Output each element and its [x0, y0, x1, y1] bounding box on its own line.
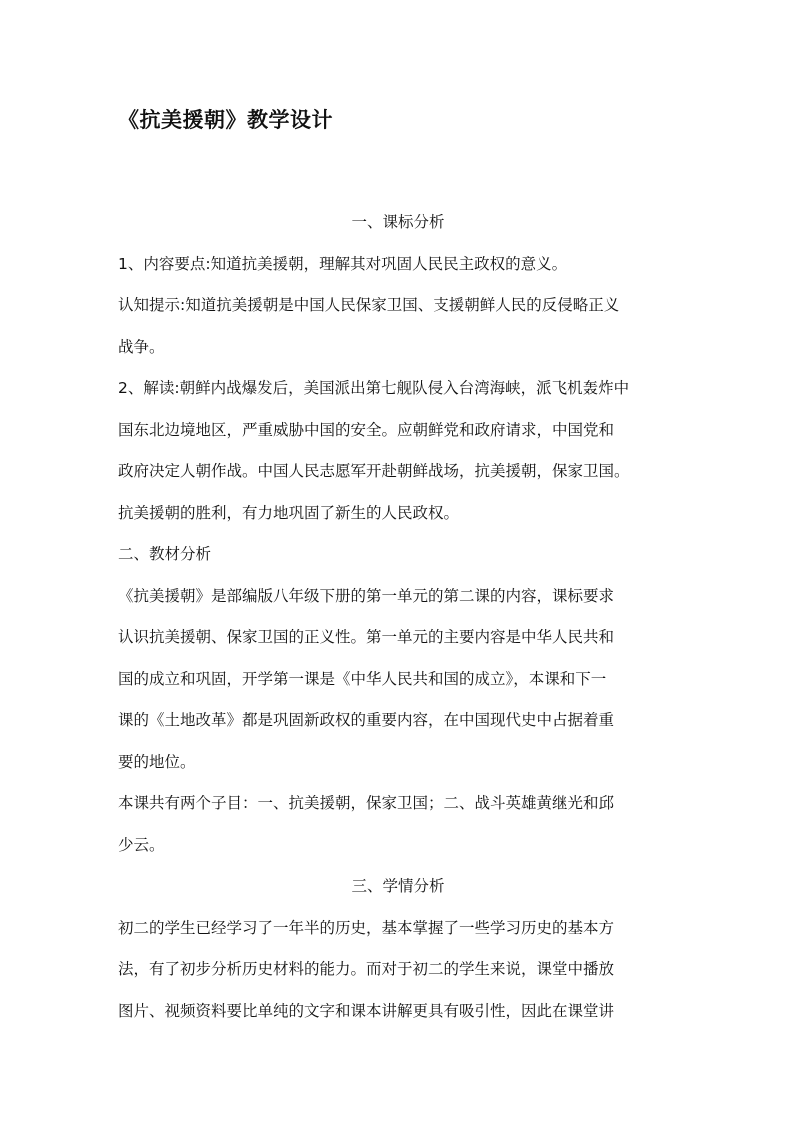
paragraph-line: 认知提示:知道抗美援朝是中国人民保家卫国、支援朝鲜人民的反侵略正义 — [118, 296, 620, 314]
paragraph-line: 《抗美援朝》是部编版八年级下册的第一单元的第二课的内容，课标要求 — [118, 586, 615, 605]
paragraph-line: 要的地位。 — [118, 752, 196, 771]
paragraph-line: 少云。 — [118, 835, 165, 854]
document-body — [118, 202, 678, 1032]
paragraph-line: 国东北边境地区，严重威胁中国的安全。应朝鲜党和政府请求，中国党和 — [118, 420, 615, 439]
paragraph-line: 认识抗美援朝、保家卫国的正义性。第一单元的主要内容是中华人民共和 — [118, 628, 615, 646]
paragraph-line: 1、内容要点:知道抗美援朝，理解其对巩固人民民主政权的意义。 — [118, 254, 568, 273]
paragraph-line: 战争。 — [118, 337, 165, 356]
paragraph-line: 课的《土地改革》都是巩固新政权的重要内容，在中国现代史中占据着重 — [118, 711, 615, 729]
paragraph-line: 本课共有两个子目：一、抗美援朝，保家卫国；二、战斗英雄黄继光和邱 — [118, 794, 615, 812]
section-heading: 一、课标分析 — [351, 213, 445, 231]
paragraph-line: 图片、视频资料要比单纯的文字和课本讲解更具有吸引性，因此在课堂讲 — [118, 1001, 615, 1020]
paragraph-line: 政府决定人朝作战。中国人民志愿军开赴朝鲜战场，抗美援朝，保家卫国。 — [118, 462, 630, 480]
paragraph-line: 二、教材分析 — [118, 545, 212, 563]
paragraph-line: 2、解读:朝鲜内战爆发后，美国派出第七舰队侵入台湾海峡，派飞机轰炸中 — [118, 379, 630, 397]
paragraph-line: 初二的学生已经学习了一年半的历史，基本掌握了一些学习历史的基本方 — [118, 918, 615, 937]
document-title: 《抗美援朝》教学设计 — [118, 108, 333, 132]
paragraph-line: 国的成立和巩固，开学第一课是《中华人民共和国的成立》，本课和下一 — [118, 669, 607, 688]
paragraph-line: 抗美援朝的胜利，有力地巩固了新生的人民政权。 — [118, 503, 460, 522]
paragraph-line: 法，有了初步分析历史材料的能力。而对于初二的学生来说，课堂中播放 — [118, 960, 615, 978]
section-heading: 三、学情分析 — [351, 877, 445, 895]
